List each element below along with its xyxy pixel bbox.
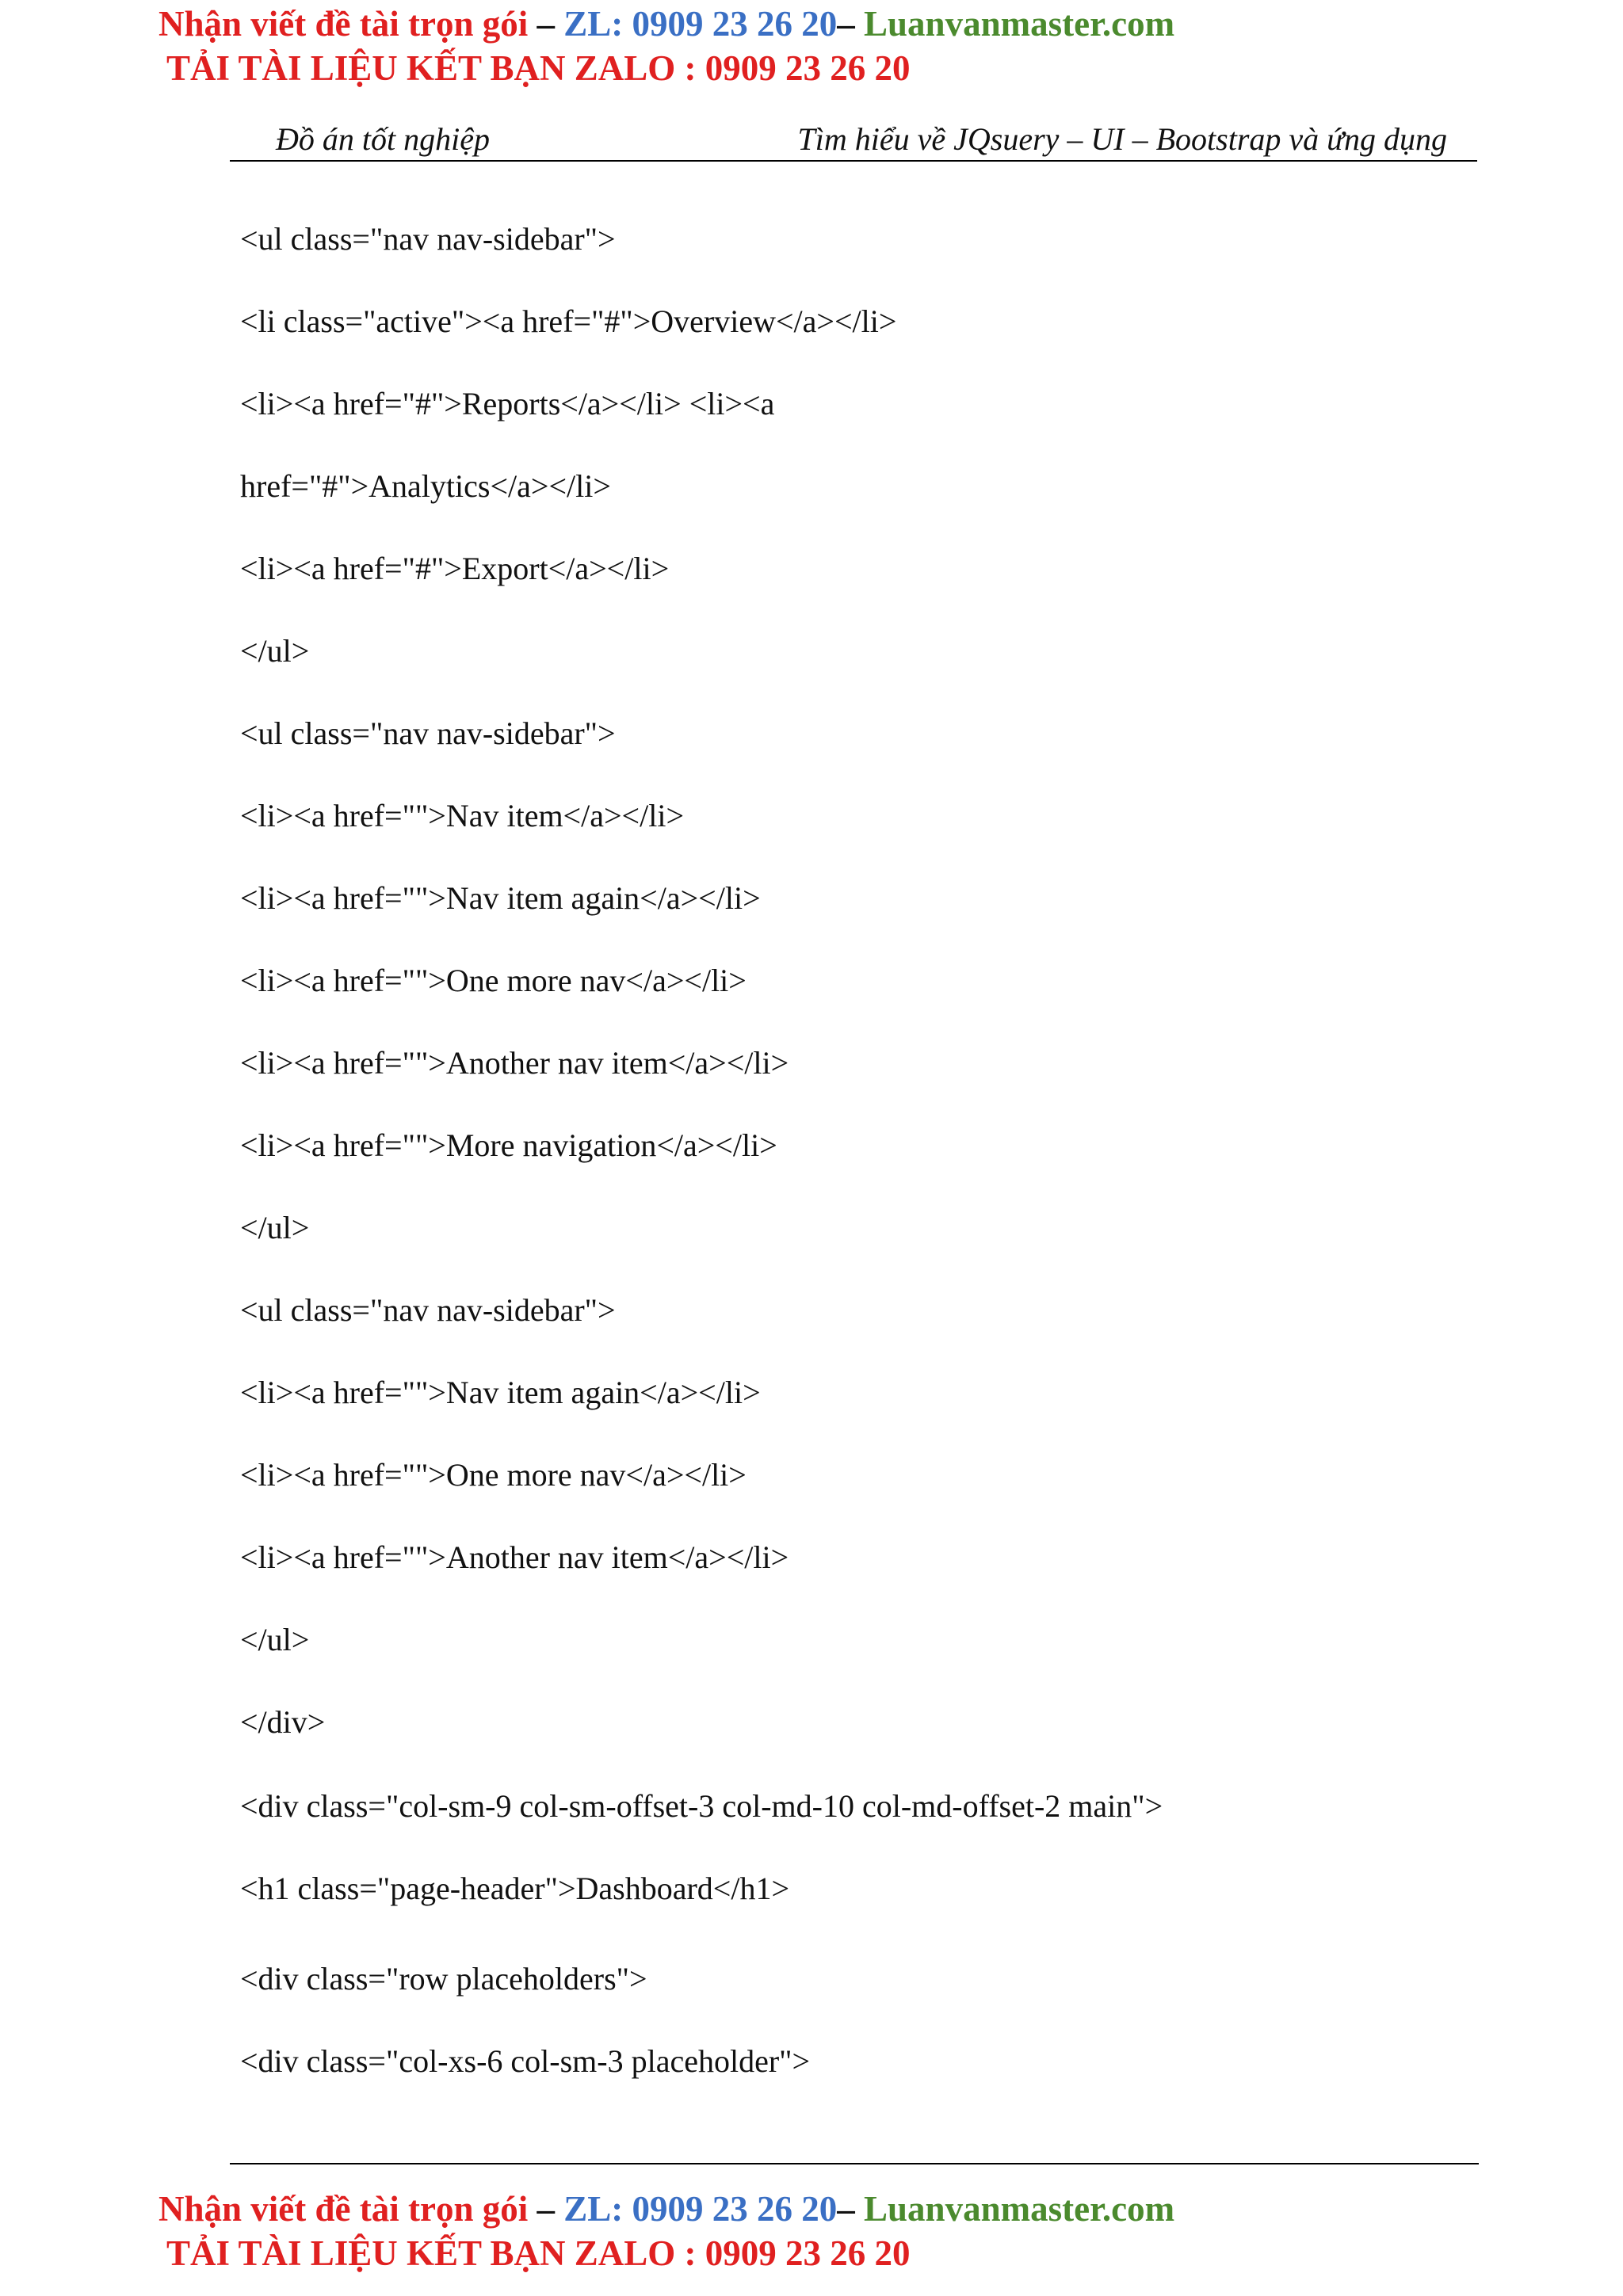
top-banner-line-1 [158, 2, 1174, 46]
code-line: <h1 class="page-header">Dashboard</h1> [240, 1871, 790, 1906]
code-line: </div> [240, 1704, 326, 1740]
code-line: </ul> [240, 1622, 310, 1657]
bottom-banner-line-1 [158, 2187, 1174, 2231]
code-line: href="#">Analytics</a></li> [240, 468, 611, 504]
banner-dash: – [528, 2189, 564, 2229]
banner-zalo-number: ZL: 0909 23 26 20 [563, 4, 838, 44]
code-line: <ul class="nav nav-sidebar"> [240, 221, 616, 257]
code-line: <div class="row placeholders"> [240, 1961, 647, 1997]
footer-divider [230, 2163, 1479, 2164]
banner-dash: – [837, 2189, 865, 2229]
top-banner-line-2: TẢI TÀI LIỆU KẾT BẠN ZALO : 0909 23 26 20 [166, 48, 911, 88]
banner-website: Luanvanmaster.com [864, 4, 1175, 44]
code-line: <li><a href="">More navigation</a></li> [240, 1127, 777, 1163]
running-header-left: Đồ án tốt nghiệp [276, 121, 490, 157]
code-line: </ul> [240, 633, 310, 669]
code-line: </ul> [240, 1210, 310, 1245]
banner-zalo-number: ZL: 0909 23 26 20 [563, 2189, 838, 2229]
bottom-banner-line-2: TẢI TÀI LIỆU KẾT BẠN ZALO : 0909 23 26 20 [166, 2233, 911, 2273]
code-line: <li><a href="">Nav item again</a></li> [240, 880, 761, 916]
banner-service-text: Nhận viết đề tài trọn gói [158, 2189, 529, 2229]
code-line: <div class="col-sm-9 col-sm-offset-3 col-md-10 col-md-offset-2 main"> [240, 1788, 1163, 1824]
banner-dash: – [528, 4, 564, 44]
running-header-right: Tìm hiểu về JQsuery – UI – Bootstrap và ứng dụng [797, 121, 1447, 157]
code-line: <ul class="nav nav-sidebar"> [240, 1292, 616, 1328]
banner-dash: – [837, 4, 865, 44]
code-line: <li><a href="">Another nav item</a></li> [240, 1045, 789, 1081]
code-line: <li><a href="">One more nav</a></li> [240, 1457, 747, 1493]
code-line: <li><a href="">Another nav item</a></li> [240, 1539, 789, 1575]
banner-website: Luanvanmaster.com [864, 2189, 1175, 2229]
code-line: <div class="col-xs-6 col-sm-3 placeholder"> [240, 2043, 811, 2079]
running-header [230, 119, 1477, 162]
code-line: <li class="active"><a href="#">Overview</a></li> [240, 303, 897, 339]
code-line: <li><a href="">Nav item again</a></li> [240, 1375, 761, 1410]
code-line: <ul class="nav nav-sidebar"> [240, 715, 616, 751]
code-line: <li><a href="#">Export</a></li> [240, 551, 670, 586]
code-line: <li><a href="">One more nav</a></li> [240, 963, 747, 998]
code-line: <li><a href="">Nav item</a></li> [240, 798, 684, 833]
banner-service-text: Nhận viết đề tài trọn gói [158, 4, 529, 44]
code-line: <li><a href="#">Reports</a></li> <li><a [240, 386, 775, 421]
